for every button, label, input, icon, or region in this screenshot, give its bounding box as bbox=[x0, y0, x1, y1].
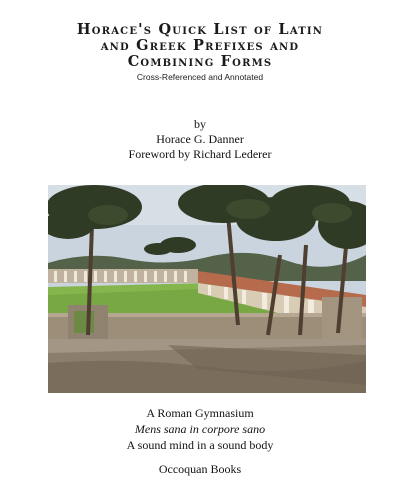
cover-photo bbox=[48, 185, 366, 393]
foreword-credit: Foreword by Richard Lederer bbox=[128, 147, 272, 161]
title-line-3: Combining Forms bbox=[127, 53, 273, 70]
title-line-1: Horace's Quick List of Latin bbox=[76, 21, 324, 38]
title-line-2: and Greek Prefixes and bbox=[100, 37, 300, 54]
caption-latin-motto: Mens sana in corpore sano bbox=[134, 422, 266, 436]
photo-caption bbox=[0, 405, 400, 453]
caption-translation: A sound mind in a sound body bbox=[126, 438, 274, 452]
caption-title: A Roman Gymnasium bbox=[146, 406, 254, 420]
book-title bbox=[0, 22, 400, 70]
publisher-name: Occoquan Books bbox=[158, 462, 242, 476]
ruins-photo bbox=[48, 185, 366, 393]
by-label: by bbox=[194, 117, 206, 131]
author-block bbox=[0, 117, 400, 162]
book-subtitle: Cross-Referenced and Annotated bbox=[136, 72, 264, 82]
author-name: Horace G. Danner bbox=[156, 132, 244, 146]
